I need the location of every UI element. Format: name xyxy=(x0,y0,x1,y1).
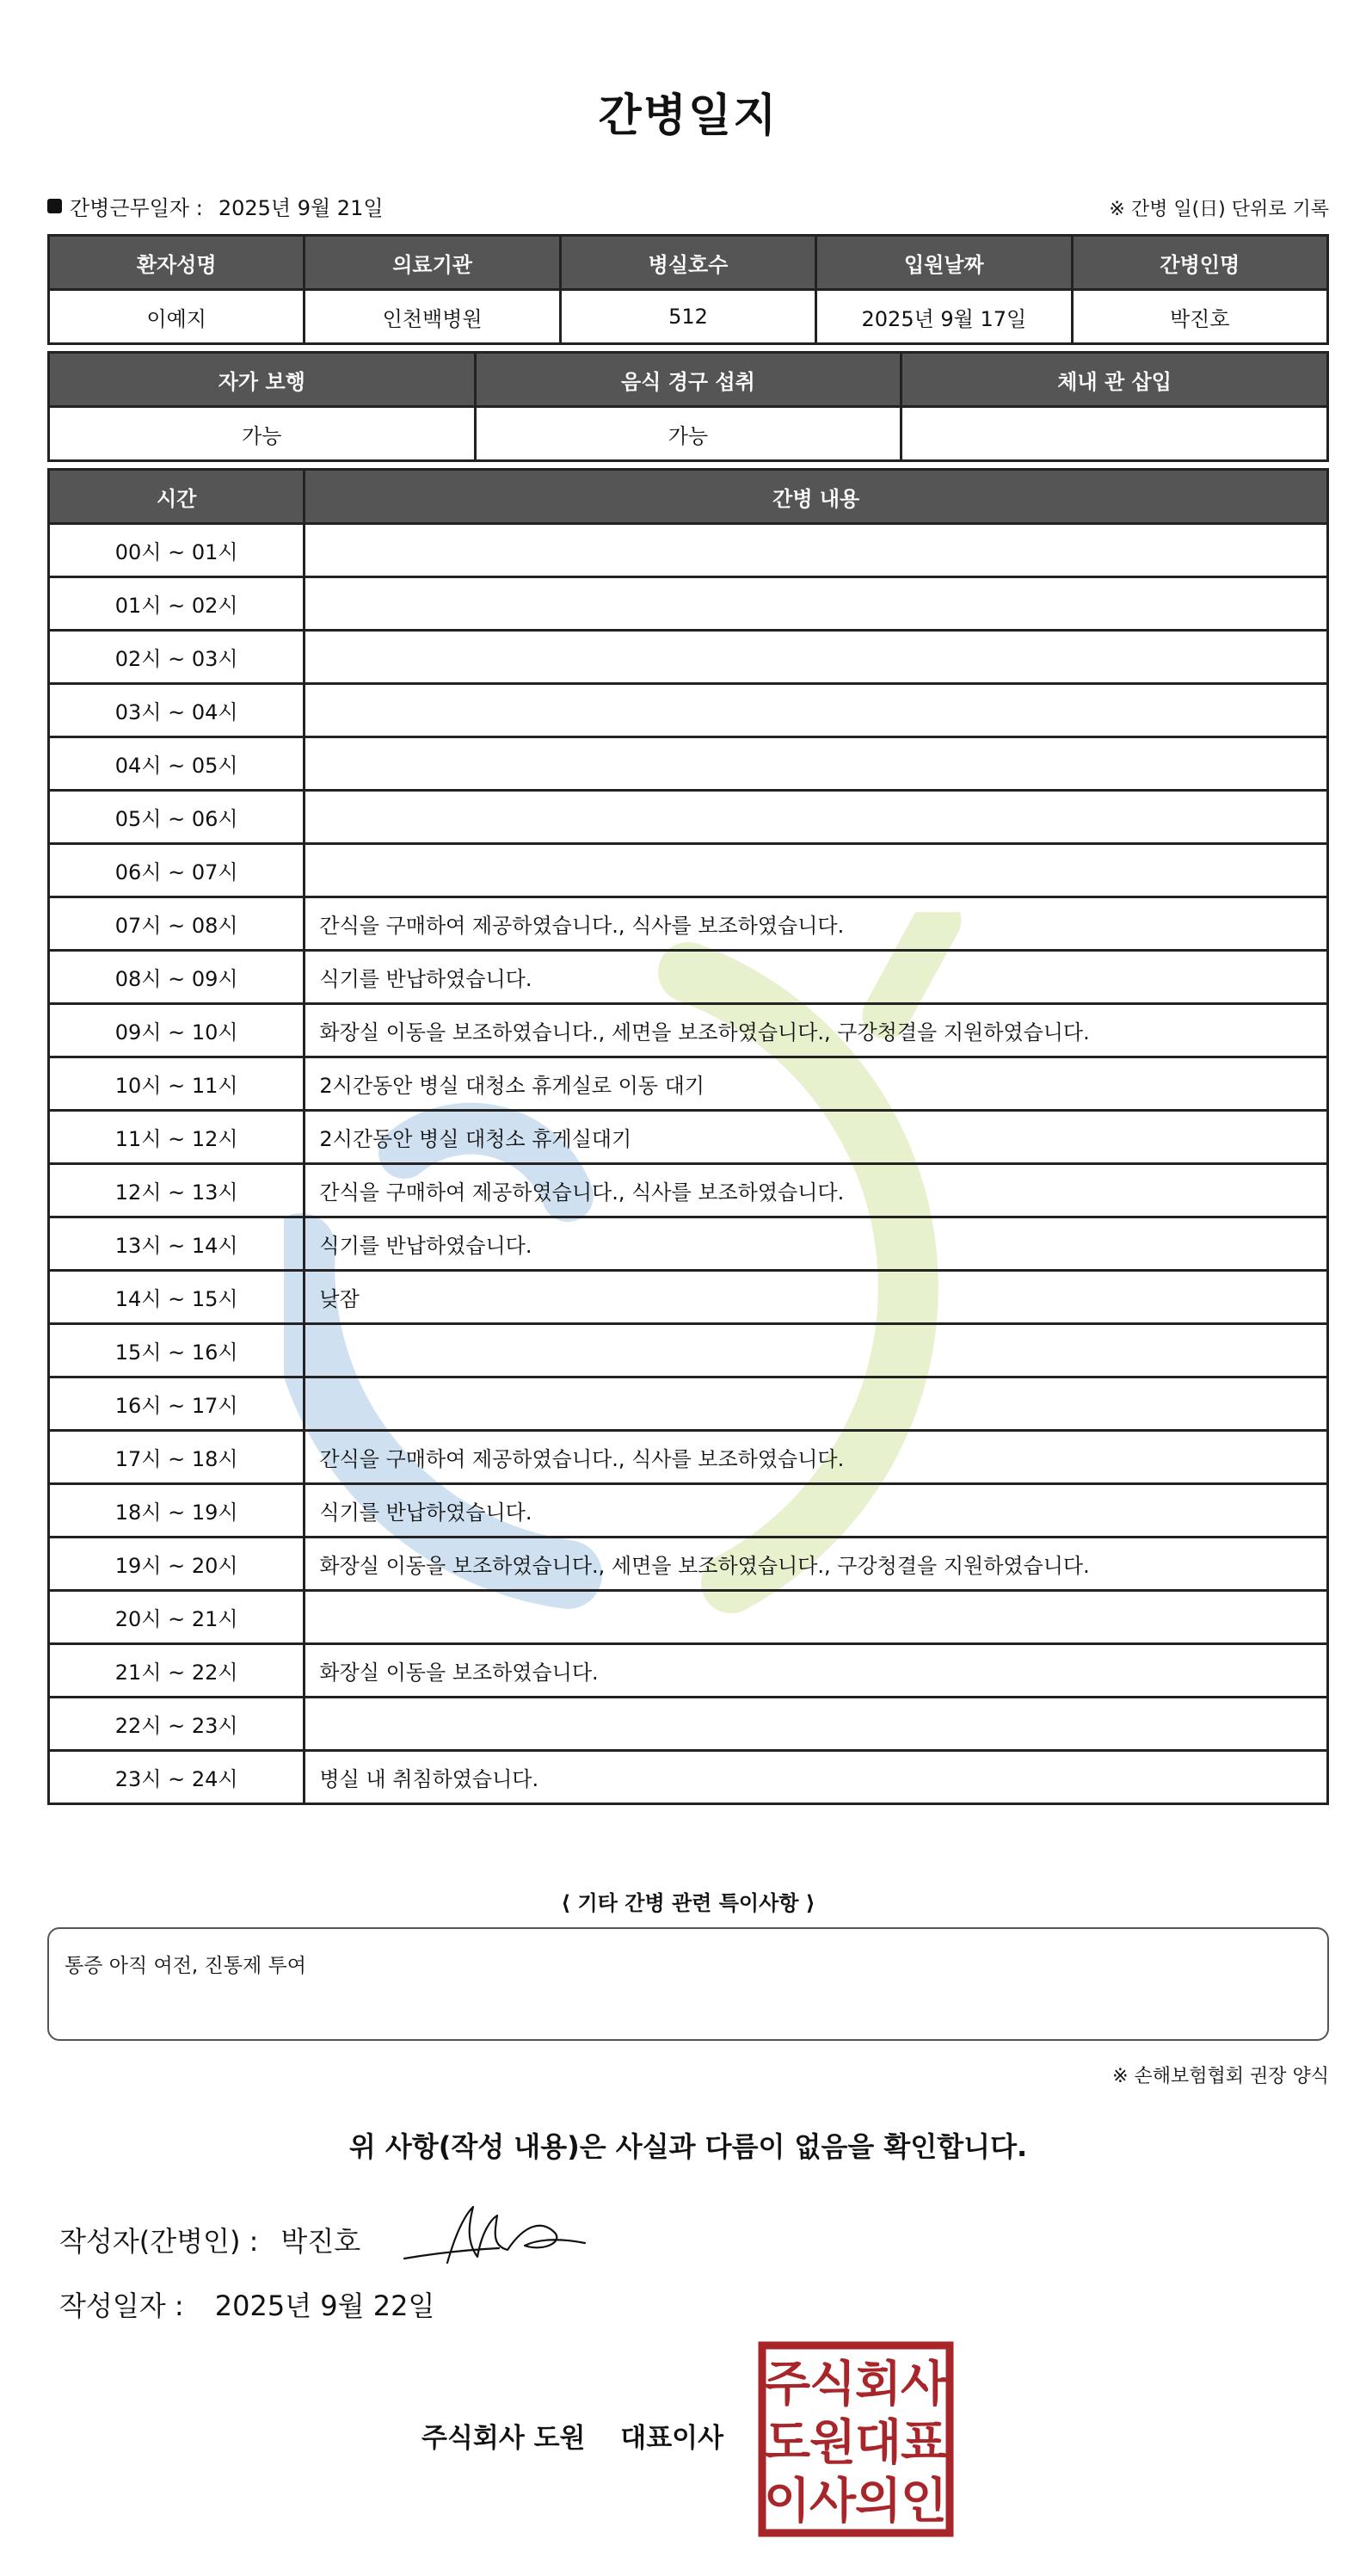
table-row xyxy=(49,1217,1328,1271)
hospital-name: 인천백병원 xyxy=(305,290,560,344)
table-row xyxy=(49,577,1328,631)
care-content: 화장실 이동을 보조하였습니다. xyxy=(305,1644,1328,1698)
care-content xyxy=(305,791,1328,844)
written-date-value: 2025년 9월 22일 xyxy=(214,2289,435,2322)
care-content: 화장실 이동을 보조하였습니다., 세면을 보조하였습니다., 구강청결을 지원하였습니다. xyxy=(305,1004,1328,1057)
header-admission-date: 입원날짜 xyxy=(816,236,1072,290)
time-slot: 23시 ~ 24시 xyxy=(49,1751,305,1804)
care-content: 간식을 구매하여 제공하였습니다., 식사를 보조하였습니다. xyxy=(305,1431,1328,1484)
time-slot: 01시 ~ 02시 xyxy=(49,577,305,631)
table-row xyxy=(49,737,1328,791)
care-content: 2시간동안 병실 대청소 휴게실대기 xyxy=(305,1111,1328,1164)
table-row xyxy=(49,1698,1328,1751)
table-row xyxy=(49,844,1328,897)
care-content: 간식을 구매하여 제공하였습니다., 식사를 보조하였습니다. xyxy=(305,897,1328,951)
writer-label: 작성자(간병인) : xyxy=(59,2225,259,2258)
confirmation-statement: 위 사항(작성 내용)은 사실과 다름이 없음을 확인합니다. xyxy=(348,2130,1028,2163)
svg-text:사: 사 xyxy=(900,2357,948,2413)
care-content: 식기를 반납하였습니다. xyxy=(305,1217,1328,1271)
written-date-row xyxy=(59,2284,434,2324)
header-care-content: 간병 내용 xyxy=(305,470,1328,524)
table-row xyxy=(49,1484,1328,1538)
header-oral-intake: 음식 경구 섭취 xyxy=(475,353,901,407)
time-slot: 13시 ~ 14시 xyxy=(49,1217,305,1271)
table-row xyxy=(49,1111,1328,1164)
date-row xyxy=(47,191,1329,225)
special-notes-text: 통증 아직 여전, 진통제 투여 xyxy=(65,1955,306,1977)
care-content xyxy=(305,1591,1328,1644)
company-seal-stamp xyxy=(757,2340,955,2538)
time-slot: 12시 ~ 13시 xyxy=(49,1164,305,1217)
special-notes-box xyxy=(47,1927,1329,2041)
oral-intake-value: 가능 xyxy=(475,407,901,461)
care-content: 낮잠 xyxy=(305,1271,1328,1324)
care-log-table xyxy=(47,468,1329,1805)
svg-text:이: 이 xyxy=(763,2474,811,2530)
patient-condition-table xyxy=(47,351,1329,462)
care-content xyxy=(305,1698,1328,1751)
patient-info-table xyxy=(47,234,1329,345)
header-room: 병실호수 xyxy=(560,236,815,290)
care-content xyxy=(305,631,1328,684)
table-row xyxy=(49,1431,1328,1484)
writer-row xyxy=(59,2220,360,2259)
table-row xyxy=(49,684,1328,737)
caregiver-name: 박진호 xyxy=(1072,290,1327,344)
table-row xyxy=(49,1271,1328,1324)
company-signature-line xyxy=(421,2416,723,2455)
care-content: 화장실 이동을 보조하였습니다., 세면을 보조하였습니다., 구강청결을 지원하였습니다. xyxy=(305,1538,1328,1591)
table-row xyxy=(49,1644,1328,1698)
care-content: 식기를 반납하였습니다. xyxy=(305,951,1328,1004)
table-row xyxy=(49,1591,1328,1644)
time-slot: 03시 ~ 04시 xyxy=(49,684,305,737)
time-slot: 14시 ~ 15시 xyxy=(49,1271,305,1324)
tube-insertion-value xyxy=(901,407,1328,461)
table-row xyxy=(49,524,1328,577)
header-hospital: 의료기관 xyxy=(305,236,560,290)
written-date-label: 작성일자 : xyxy=(59,2289,184,2322)
header-tube-insertion: 체내 관 삽입 xyxy=(901,353,1328,407)
room-number: 512 xyxy=(560,290,815,344)
svg-text:사: 사 xyxy=(809,2474,857,2530)
time-slot: 17시 ~ 18시 xyxy=(49,1431,305,1484)
svg-text:대: 대 xyxy=(854,2415,902,2471)
time-slot: 06시 ~ 07시 xyxy=(49,844,305,897)
table-row xyxy=(49,1057,1328,1111)
handwritten-signature xyxy=(396,2198,602,2276)
svg-text:원: 원 xyxy=(809,2415,857,2471)
record-unit-note: ※ 간병 일(日) 단위로 기록 xyxy=(1109,199,1329,220)
care-content xyxy=(305,1324,1328,1377)
care-content xyxy=(305,577,1328,631)
time-slot: 07시 ~ 08시 xyxy=(49,897,305,951)
table-row xyxy=(49,951,1328,1004)
care-content xyxy=(305,737,1328,791)
time-slot: 10시 ~ 11시 xyxy=(49,1057,305,1111)
self-walking-value: 가능 xyxy=(49,407,476,461)
care-content xyxy=(305,684,1328,737)
time-slot: 09시 ~ 10시 xyxy=(49,1004,305,1057)
writer-name: 박진호 xyxy=(280,2225,361,2258)
svg-text:식: 식 xyxy=(809,2357,857,2413)
table-row xyxy=(49,1324,1328,1377)
time-slot: 02시 ~ 03시 xyxy=(49,631,305,684)
care-content xyxy=(305,844,1328,897)
svg-text:인: 인 xyxy=(900,2474,948,2530)
time-slot: 11시 ~ 12시 xyxy=(49,1111,305,1164)
table-row xyxy=(49,1751,1328,1804)
company-name: 주식회사 도원 xyxy=(421,2423,586,2454)
time-slot: 16시 ~ 17시 xyxy=(49,1377,305,1431)
header-caregiver: 간병인명 xyxy=(1072,236,1327,290)
table-row xyxy=(49,1164,1328,1217)
special-notes-title: ⟨ 기타 간병 관련 특이사항 ⟩ xyxy=(561,1891,815,1915)
header-time: 시간 xyxy=(49,470,305,524)
time-slot: 04시 ~ 05시 xyxy=(49,737,305,791)
time-slot: 18시 ~ 19시 xyxy=(49,1484,305,1538)
table-row xyxy=(49,1538,1328,1591)
time-slot: 22시 ~ 23시 xyxy=(49,1698,305,1751)
table-row xyxy=(49,897,1328,951)
care-content xyxy=(305,1377,1328,1431)
table-row xyxy=(49,791,1328,844)
care-date-label: 간병근무일자 : xyxy=(70,196,203,220)
svg-text:의: 의 xyxy=(854,2474,902,2530)
svg-text:주: 주 xyxy=(763,2357,811,2413)
header-patient-name: 환자성명 xyxy=(49,236,305,290)
table-row xyxy=(49,1004,1328,1057)
care-content: 병실 내 취침하였습니다. xyxy=(305,1751,1328,1804)
time-slot: 05시 ~ 06시 xyxy=(49,791,305,844)
care-content xyxy=(305,524,1328,577)
care-content: 식기를 반납하였습니다. xyxy=(305,1484,1328,1538)
square-bullet-icon xyxy=(47,199,62,213)
time-slot: 21시 ~ 22시 xyxy=(49,1644,305,1698)
svg-text:회: 회 xyxy=(854,2357,902,2413)
svg-text:도: 도 xyxy=(763,2415,811,2471)
representative-title: 대표이사 xyxy=(620,2423,724,2454)
admission-date: 2025년 9월 17일 xyxy=(816,290,1072,344)
header-self-walking: 자가 보행 xyxy=(49,353,476,407)
care-content: 간식을 구매하여 제공하였습니다., 식사를 보조하였습니다. xyxy=(305,1164,1328,1217)
patient-name: 이예지 xyxy=(49,290,305,344)
care-log-body xyxy=(49,524,1328,1804)
time-slot: 19시 ~ 20시 xyxy=(49,1538,305,1591)
care-content: 2시간동안 병실 대청소 휴게실로 이동 대기 xyxy=(305,1057,1328,1111)
time-slot: 08시 ~ 09시 xyxy=(49,951,305,1004)
svg-text:표: 표 xyxy=(900,2415,948,2471)
table-row xyxy=(49,1377,1328,1431)
time-slot: 15시 ~ 16시 xyxy=(49,1324,305,1377)
time-slot: 20시 ~ 21시 xyxy=(49,1591,305,1644)
table-row xyxy=(49,631,1328,684)
recommendation-note: ※ 손해보험협회 권장 양식 xyxy=(1112,2066,1329,2087)
care-date-value: 2025년 9월 21일 xyxy=(218,196,384,220)
page-title: 간병일지 xyxy=(598,90,778,142)
time-slot: 00시 ~ 01시 xyxy=(49,524,305,577)
